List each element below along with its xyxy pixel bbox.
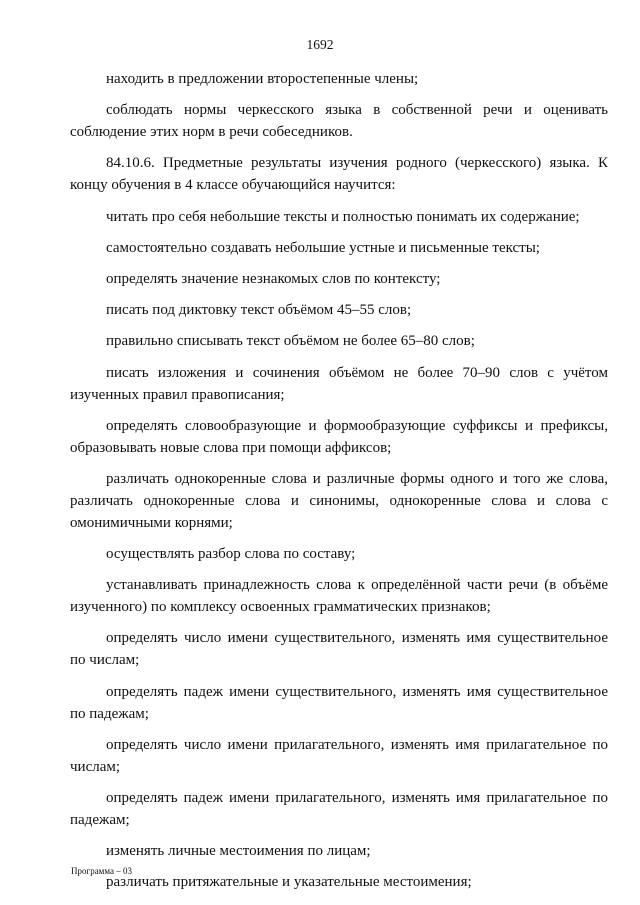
- paragraph: различать притяжательные и указательные местоимения;: [106, 874, 472, 891]
- paragraph: писать изложения и сочинения объёмом не более 70–90 слов с учётом изученных правил правописания;: [70, 364, 608, 403]
- paragraph: определять число имени существительного, изменять имя существительное по числам;: [70, 630, 608, 669]
- footer-label: Программа – 03: [71, 866, 133, 876]
- paragraph: правильно списывать текст объёмом не более 65–80 слов;: [106, 333, 475, 350]
- paragraph: писать под диктовку текст объёмом 45–55 слов;: [106, 302, 412, 319]
- paragraph: различать однокоренные слова и различные формы одного и того же слова, различать однокоренные слова и синонимы, однокоренные слова и слова с омонимичными корнями;: [70, 470, 608, 531]
- paragraph: читать про себя небольшие тексты и полностью понимать их содержание;: [106, 208, 580, 225]
- paragraph: изменять личные местоимения по лицам;: [106, 843, 371, 860]
- paragraph: осуществлять разбор слова по составу;: [106, 546, 356, 563]
- paragraph: соблюдать нормы черкесского языка в собственной речи и оценивать соблюдение этих норм в речи собеседников.: [70, 102, 608, 141]
- paragraph: самостоятельно создавать небольшие устные и письменные тексты;: [106, 239, 540, 256]
- section-heading-paragraph: 84.10.6. Предметные результаты изучения родного (черкесского) языка. К концу обучения в 4 классе обучающийся научится:: [70, 155, 608, 194]
- page-number: 1692: [306, 37, 334, 52]
- paragraph: устанавливать принадлежность слова к определённой части речи (в объёме изученного) по комплексу освоенных грамматических признаков;: [70, 577, 608, 616]
- paragraph: определять значение незнакомых слов по контексту;: [106, 270, 441, 287]
- body-text: [70, 68, 608, 903]
- paragraph: определять падеж имени существительного, изменять имя существительное по падежам;: [70, 683, 608, 722]
- paragraph: находить в предложении второстепенные члены;: [106, 71, 419, 87]
- paragraph: определять словообразующие и формообразующие суффиксы и префиксы, образовывать новые слова при помощи аффиксов;: [70, 417, 608, 456]
- paragraph: определять падеж имени прилагательного, изменять имя прилагательное по падежам;: [70, 790, 608, 828]
- paragraph: определять число имени прилагательного, изменять имя прилагательное по числам;: [70, 736, 608, 775]
